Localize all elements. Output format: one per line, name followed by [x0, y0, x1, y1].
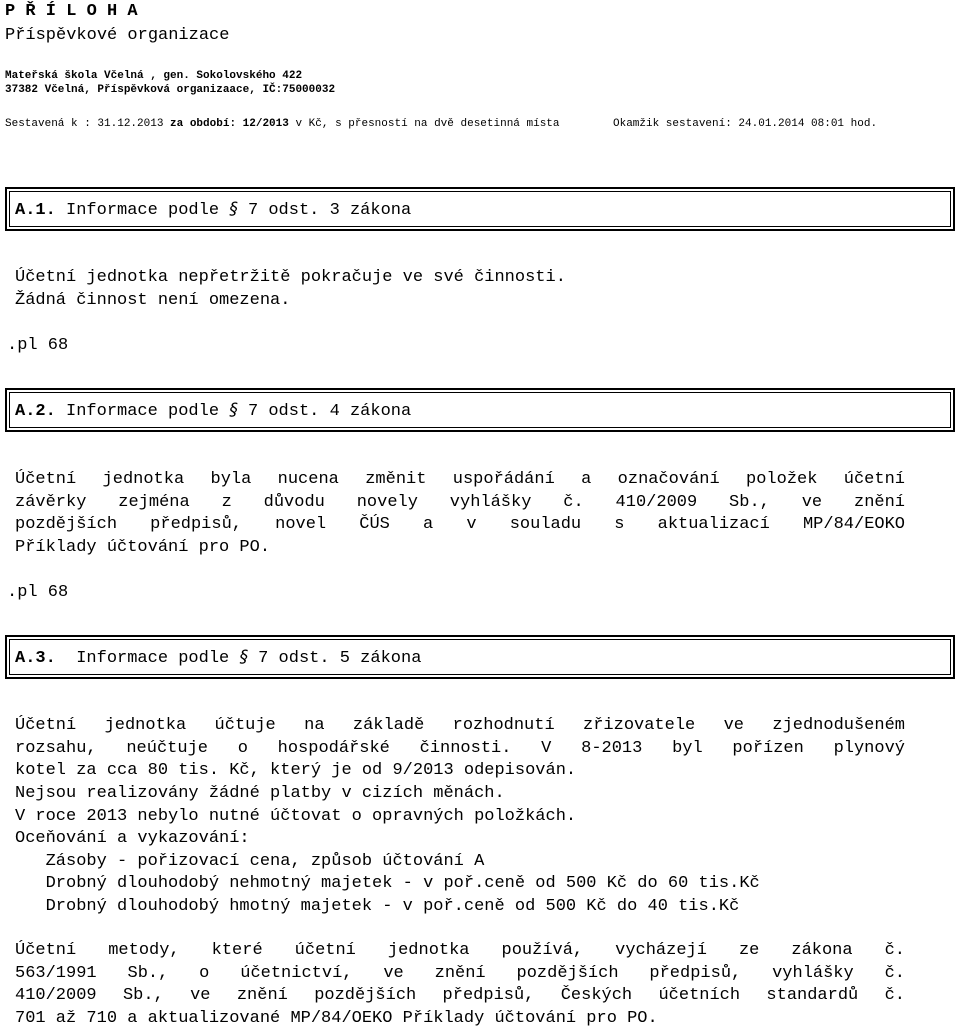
org-address: 37382 Včelná, Příspěvková organizaace, IČ:75000032: [5, 84, 335, 96]
page-title: P Ř Í L O H A: [5, 2, 138, 21]
section-a1-heading-box: [5, 187, 955, 231]
section-a3-line: Účetní jednotka účtuje na základě rozhodnutí zřizovatele ve zjednodušeném: [15, 715, 905, 738]
section-a3-line: rozsahu, neúčtuje o hospodářské činnosti. V 8-2013 byl pořízen plynový: [15, 738, 905, 761]
methods-line: 410/2009 Sb., ve znění pozdějších předpisů, Českých účetních standardů č.: [15, 985, 905, 1008]
org-name: Mateřská škola Včelná , gen. Sokolovského 422: [5, 70, 302, 82]
section-a2-line: Příklady účtování pro PO.: [15, 537, 905, 560]
page-subtitle: Příspěvkové organizace: [5, 26, 229, 45]
methods-line: 701 až 710 a aktualizované MP/84/OEKO Příklady účtování pro PO.: [15, 1008, 905, 1030]
section-a3-heading: A.3. Informace podle § 7 odst. 5 zákona: [15, 647, 421, 668]
meta-period: za období: 12/2013: [170, 118, 289, 130]
section-a3-line: V roce 2013 nebylo nutné účtovat o opravných položkách.: [15, 806, 576, 829]
section-a2-paragraph: [15, 469, 905, 559]
paragraph-sign-icon: §: [229, 199, 238, 219]
section-a3-line: kotel za cca 80 tis. Kč, který je od 9/2013 odepisován.: [15, 760, 905, 783]
meta-timestamp: Okamžik sestavení: 24.01.2014 08:01 hod.: [613, 118, 877, 130]
section-a3-line: Drobný dlouhodobý nehmotný majetek - v poř.ceně od 500 Kč do 60 tis.Kč: [15, 873, 760, 896]
paragraph-sign-icon: §: [239, 647, 248, 667]
section-a2-line: pozdějších předpisů, novel ČÚS a v souladu s aktualizací MP/84/EOKO: [15, 514, 905, 537]
section-a3-line: Nejsou realizovány žádné platby v cizích měnách.: [15, 783, 505, 806]
section-a1-line: Účetní jednotka nepřetržitě pokračuje ve své činnosti.: [15, 267, 566, 290]
paragraph-sign-icon: §: [229, 400, 238, 420]
section-a2-line: závěrky zejména z důvodu novely vyhlášky č. 410/2009 Sb., ve znění: [15, 492, 905, 515]
section-a3-line: Zásoby - pořizovací cena, způsob účtování A: [15, 851, 484, 874]
section-a2-heading: A.2. Informace podle § 7 odst. 4 zákona: [15, 400, 411, 421]
section-a3-line: Drobný dlouhodobý hmotný majetek - v poř.ceně od 500 Kč do 40 tis.Kč: [15, 896, 739, 919]
section-a3-heading-box: [5, 635, 955, 679]
section-a1-heading: A.1. Informace podle § 7 odst. 3 zákona: [15, 199, 411, 220]
section-a1-footer: .pl 68: [7, 335, 68, 358]
section-a2-heading-box: [5, 388, 955, 432]
report-meta: [5, 118, 560, 130]
methods-line: Účetní metody, které účetní jednotka používá, vycházejí ze zákona č.: [15, 940, 905, 963]
section-a2-line: Účetní jednotka byla nucena změnit uspořádání a označování položek účetní: [15, 469, 905, 492]
methods-line: 563/1991 Sb., o účetnictví, ve znění pozdějších předpisů, vyhlášky č.: [15, 963, 905, 986]
accounting-methods-paragraph: [15, 940, 905, 1030]
meta-precision: v Kč, s přesností na dvě desetinná místa: [289, 118, 560, 130]
section-a3-paragraph: [15, 715, 905, 783]
section-a1-line: Žádná činnost není omezena.: [15, 290, 290, 313]
section-a3-line: Oceňování a vykazování:: [15, 828, 250, 851]
meta-date: Sestavená k : 31.12.2013: [5, 118, 170, 130]
section-a2-footer: .pl 68: [7, 582, 68, 605]
